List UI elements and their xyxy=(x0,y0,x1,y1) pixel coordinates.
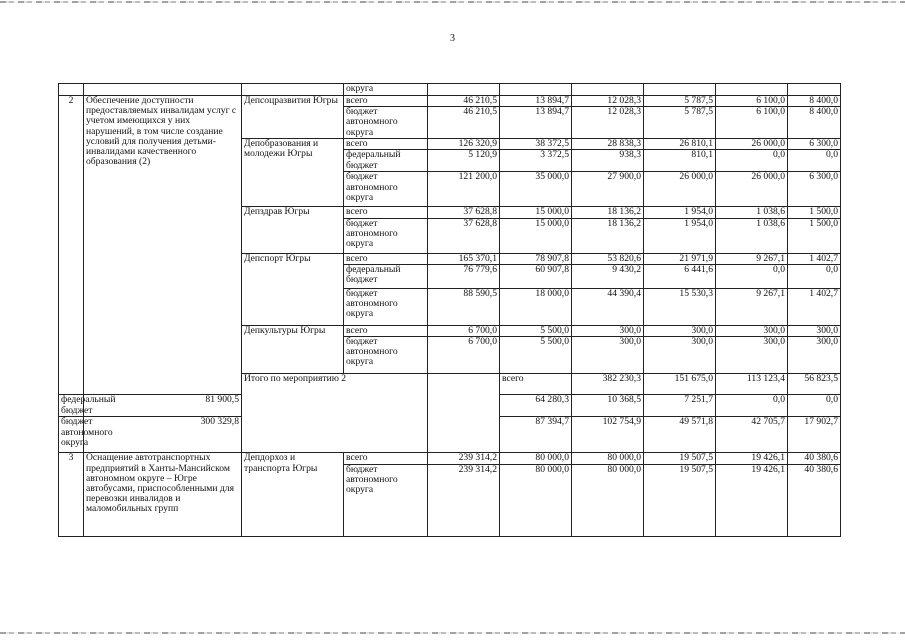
value-cell: 0,0 xyxy=(716,264,788,288)
funding-source: всего xyxy=(344,96,428,107)
value-cell: 6 100,0 xyxy=(716,107,788,139)
table-row xyxy=(59,453,841,464)
value-cell: 300,0 xyxy=(788,325,841,336)
value-cell: 80 000,0 xyxy=(500,464,572,536)
page-number: 3 xyxy=(450,33,455,44)
scan-edge-top xyxy=(0,1,905,3)
value-cell: 7 251,7 xyxy=(644,395,716,417)
value-cell: 1 500,0 xyxy=(788,207,841,218)
value-cell: 121 200,0 xyxy=(428,172,500,207)
value-cell: 21 971,9 xyxy=(644,253,716,264)
value-cell: 6 100,0 xyxy=(716,96,788,107)
funding-source: всего xyxy=(500,374,572,395)
measure-name: Оснащение автотранспортных предприятий в Ханты-Мансийском автономном округе – Югре автобусами, приспособленными для перевозки инвалидов и маломобильных групп xyxy=(84,453,242,536)
value-cell: 165 370,1 xyxy=(428,253,500,264)
value-cell: 151 675,0 xyxy=(644,374,716,395)
value-cell: 26 000,0 xyxy=(644,172,716,207)
value-cell: 40 380,6 xyxy=(788,464,841,536)
value-cell: 19 507,5 xyxy=(644,453,716,464)
value-cell: 37 628,8 xyxy=(428,218,500,253)
value-cell: 19 426,1 xyxy=(716,453,788,464)
value-cell xyxy=(644,84,716,96)
value-cell: 0,0 xyxy=(716,150,788,172)
value-cell: 76 779,6 xyxy=(428,264,500,288)
value-cell: 810,1 xyxy=(644,150,716,172)
value-cell: 9 267,1 xyxy=(716,253,788,264)
value-cell: 5 120,9 xyxy=(428,150,500,172)
value-cell: 1 038,6 xyxy=(716,207,788,218)
program-funding-table xyxy=(58,83,841,537)
measure-name: Обеспечение доступности предоставляемых инвалидам услуг с учетом имеющихся у них нарушений, в том числе создание условий для получения детьми-инвалидами качественного образования (2) xyxy=(84,96,242,395)
value-cell xyxy=(500,84,572,96)
value-cell: 46 210,5 xyxy=(428,107,500,139)
value-cell: 300,0 xyxy=(644,325,716,336)
executor: Депдорхоз и транспорта Югры xyxy=(242,453,344,536)
value-cell: 938,3 xyxy=(572,150,644,172)
value-cell: 6 300,0 xyxy=(788,172,841,207)
value-cell xyxy=(716,84,788,96)
value-cell: 382 230,3 xyxy=(572,374,644,395)
value-cell: 8 400,0 xyxy=(788,107,841,139)
value-cell: 1 954,0 xyxy=(644,218,716,253)
value-cell: 9 430,2 xyxy=(572,264,644,288)
funding-source: бюджет автономного округа xyxy=(344,337,428,374)
value-cell: 6 700,0 xyxy=(428,337,500,374)
executor: Депкультуры Югры xyxy=(242,325,344,373)
value-cell: 78 907,8 xyxy=(500,253,572,264)
funding-source: всего xyxy=(344,453,428,464)
funding-source: бюджет автономного округа xyxy=(344,172,428,207)
value-cell: 239 314,2 xyxy=(428,453,500,464)
funding-source: всего xyxy=(344,325,428,336)
value-cell: 12 028,3 xyxy=(572,96,644,107)
value-cell xyxy=(428,84,500,96)
value-cell: 37 628,8 xyxy=(428,207,500,218)
value-cell: 27 900,0 xyxy=(572,172,644,207)
value-cell: 5 500,0 xyxy=(500,325,572,336)
value-cell: 56 823,5 xyxy=(788,374,841,395)
value-cell: 12 028,3 xyxy=(572,107,644,139)
value-cell: 1 954,0 xyxy=(644,207,716,218)
value-cell: 6 441,6 xyxy=(644,264,716,288)
value-cell: 42 705,7 xyxy=(716,417,788,453)
value-cell: 0,0 xyxy=(788,150,841,172)
value-cell: 1 402,7 xyxy=(788,288,841,325)
value-cell xyxy=(788,84,841,96)
value-cell: 60 907,8 xyxy=(500,264,572,288)
value-cell: 10 368,5 xyxy=(572,395,644,417)
value-cell: 80 000,0 xyxy=(572,453,644,464)
value-cell: 300,0 xyxy=(716,337,788,374)
funding-source: федеральный бюджет xyxy=(344,264,428,288)
value-cell: 5 787,5 xyxy=(644,96,716,107)
value-cell: 28 838,3 xyxy=(572,139,644,150)
value-cell: 6 300,0 xyxy=(788,139,841,150)
value-cell: 26 000,0 xyxy=(716,172,788,207)
value-cell: 5 500,0 xyxy=(500,337,572,374)
value-cell: 300,0 xyxy=(572,325,644,336)
value-cell: 26 000,0 xyxy=(716,139,788,150)
value-cell: 88 590,5 xyxy=(428,288,500,325)
value-cell: 17 902,7 xyxy=(788,417,841,453)
value-cell: 19 507,5 xyxy=(644,464,716,536)
value-cell: 15 530,3 xyxy=(644,288,716,325)
value-cell: 300,0 xyxy=(572,337,644,374)
value-cell: 9 267,1 xyxy=(716,288,788,325)
funding-source: федеральный бюджет xyxy=(344,150,428,172)
funding-source: округа xyxy=(344,84,428,96)
value-cell: 44 390,4 xyxy=(572,288,644,325)
value-cell: 13 894,7 xyxy=(500,96,572,107)
value-cell: 26 810,1 xyxy=(644,139,716,150)
value-cell: 87 394,7 xyxy=(500,417,572,453)
executor: Депздрав Югры xyxy=(242,207,344,253)
value-cell: 1 402,7 xyxy=(788,253,841,264)
funding-source: всего xyxy=(344,207,428,218)
table-row xyxy=(59,96,841,107)
value-cell: 40 380,6 xyxy=(788,453,841,464)
value-cell: 18 136,2 xyxy=(572,218,644,253)
funding-source: бюджет автономного округа xyxy=(344,288,428,325)
value-cell: 1 500,0 xyxy=(788,218,841,253)
value-cell: 1 038,6 xyxy=(716,218,788,253)
value-cell: 239 314,2 xyxy=(428,464,500,536)
value-cell: 64 280,3 xyxy=(500,395,572,417)
total-label: Итого по мероприятию 2 xyxy=(242,374,428,453)
value-cell xyxy=(572,84,644,96)
value-cell: 300 329,8 xyxy=(84,417,242,453)
value-cell: 49 571,8 xyxy=(644,417,716,453)
funding-source: бюджет автономного округа xyxy=(344,464,428,536)
table-row xyxy=(59,84,841,96)
value-cell: 80 000,0 xyxy=(572,464,644,536)
value-cell: 0,0 xyxy=(716,395,788,417)
value-cell: 300,0 xyxy=(716,325,788,336)
value-cell: 3 372,5 xyxy=(500,150,572,172)
value-cell: 126 320,9 xyxy=(428,139,500,150)
funding-source: всего xyxy=(344,253,428,264)
value-cell: 81 900,5 xyxy=(84,395,242,417)
funding-source: федеральный бюджет xyxy=(59,395,84,417)
row-number: 3 xyxy=(59,453,84,536)
row-number: 2 xyxy=(59,96,84,395)
value-cell: 18 136,2 xyxy=(572,207,644,218)
executor: Депсоцразвития Югры xyxy=(242,96,344,139)
funding-source: всего xyxy=(344,139,428,150)
value-cell: 18 000,0 xyxy=(500,288,572,325)
value-cell: 8 400,0 xyxy=(788,96,841,107)
funding-source: бюджет автономного округа xyxy=(59,417,84,453)
value-cell: 35 000,0 xyxy=(500,172,572,207)
funding-source: бюджет автономного округа xyxy=(344,107,428,139)
value-cell: 53 820,6 xyxy=(572,253,644,264)
value-cell: 300,0 xyxy=(788,337,841,374)
value-cell: 113 123,4 xyxy=(716,374,788,395)
executor: Депобразования и молодежи Югры xyxy=(242,139,344,207)
value-cell: 6 700,0 xyxy=(428,325,500,336)
value-cell: 300,0 xyxy=(644,337,716,374)
value-cell: 46 210,5 xyxy=(428,96,500,107)
scan-edge-bottom xyxy=(0,632,905,634)
funding-source: бюджет автономного округа xyxy=(344,218,428,253)
value-cell: 38 372,5 xyxy=(500,139,572,150)
value-cell: 5 787,5 xyxy=(644,107,716,139)
value-cell: 15 000,0 xyxy=(500,207,572,218)
value-cell: 0,0 xyxy=(788,264,841,288)
value-cell: 15 000,0 xyxy=(500,218,572,253)
value-cell: 13 894,7 xyxy=(500,107,572,139)
value-cell: 80 000,0 xyxy=(500,453,572,464)
executor: Депспорт Югры xyxy=(242,253,344,325)
value-cell: 19 426,1 xyxy=(716,464,788,536)
value-cell: 102 754,9 xyxy=(572,417,644,453)
value-cell: 0,0 xyxy=(788,395,841,417)
